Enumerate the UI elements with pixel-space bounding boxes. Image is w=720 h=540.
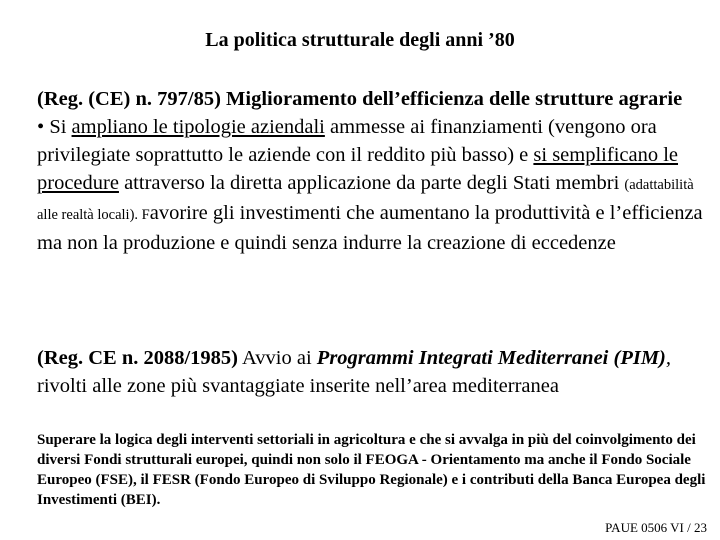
text-segment: rivolti alle zone più svantaggiate inserite nell’area mediterranea <box>37 375 559 397</box>
text-segment: ammesse ai finanziamenti (vengono ora privilegiate soprattutto le aziende con il reddito più basso) e <box>37 116 657 166</box>
small-note: (adattabilità alle realtà locali). F <box>37 177 694 223</box>
regulation-797-85-heading: (Reg. (CE) n. 797/85) Miglioramento dell’efficienza delle strutture agrarie <box>37 88 683 110</box>
slide-title: La politica strutturale degli anni ’80 <box>205 29 515 51</box>
underlined-phrase: si semplificano le procedure <box>37 144 679 194</box>
regulation-2088-1985-paragraph <box>37 344 717 400</box>
regulation-797-85-paragraph <box>37 85 717 257</box>
pim-programme-name: Programmi Integrati Mediterranei (PIM) <box>316 347 666 369</box>
regulation-797-85-body <box>37 113 717 257</box>
slide-footer: PAUE 0506 VI / 23 <box>605 520 707 535</box>
structural-funds-paragraph: Superare la logica degli interventi settoriali in agricoltura e che si avvalga in più del coinvolgimento dei diversi Fondi strutturali europei, quindi non solo il FEOGA - Orientamento ma anche il Fondo Sociale Europeo (FSE), il FESR (Fondo Europeo di Sviluppo Regionale) e i contributi della Banca Europea degli Investimenti (BEI). <box>37 432 706 508</box>
bullet: • <box>37 116 45 138</box>
text-segment: , <box>665 347 672 369</box>
regulation-2088-1985-label: (Reg. CE n. 2088/1985) <box>37 347 239 369</box>
underlined-phrase: ampliano le tipologie aziendali <box>71 116 325 138</box>
text-segment: attraverso la diretta applicazione da parte degli Stati membri <box>118 172 625 194</box>
text-segment: avorire gli investimenti che aumentano la produttività e l’efficienza ma non la produzione e quindi senza indurre la creazione di eccedenze <box>37 202 703 254</box>
text-segment: Avvio ai <box>238 347 317 369</box>
text-segment: Si <box>44 116 72 138</box>
